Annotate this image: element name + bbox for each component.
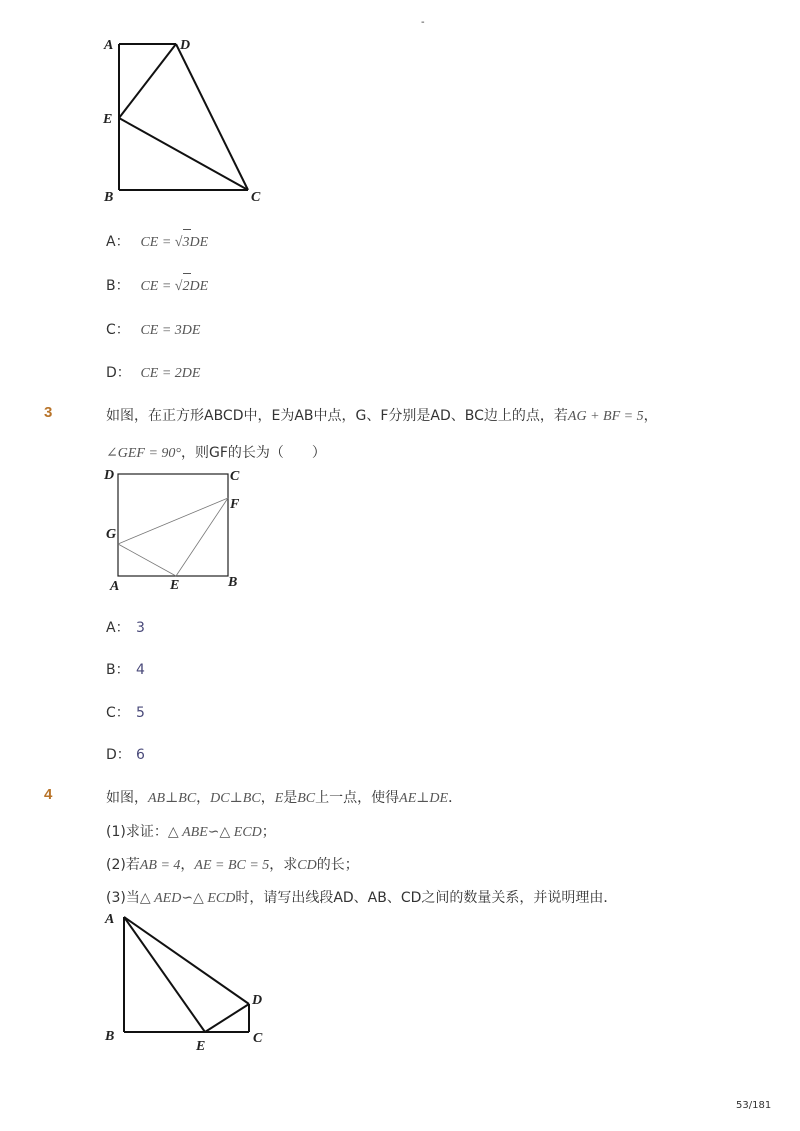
page-number: 53/181 [736,1100,772,1111]
choice-label: B： [106,662,130,678]
choice-value: 6 [136,747,145,763]
choice-value: CE = 2DE [140,366,201,381]
choice-label: C： [106,705,130,721]
q2-choice-a[interactable] [106,231,208,251]
q3-label-e: E [170,578,180,593]
header-mark: - [421,17,425,28]
q3-choice-c[interactable] [106,702,145,722]
choice-value: CE = √ 3DE [140,235,208,250]
q2-choice-b[interactable] [106,275,208,295]
q3-choice-a[interactable] [106,617,145,637]
q2-label-b: B [104,190,114,205]
q4-label-c: C [253,1031,263,1046]
q2-choice-d[interactable] [106,362,200,382]
choice-label: D： [106,747,131,763]
q3-number: 3 [44,404,53,421]
q4-part-1: (1)求证：△ ABE∽△ ECD； [106,824,276,840]
q4-number: 4 [44,786,53,803]
q4-label-b: B [105,1029,115,1044]
choice-label: A： [106,234,130,250]
q4-part-3: (3)当△ AED∽△ ECD时，请写出线段AD、AB、CD之间的数量关系，并说明理由． [106,890,618,906]
q2-label-a: A [104,38,114,53]
choice-label: D： [106,365,131,381]
q4-label-d: D [252,993,263,1008]
choice-value: CE = √ 2DE [140,279,208,294]
choice-value: 5 [136,705,145,721]
q4-part-2: (2)若AB = 4，AE = BC = 5，求CD的长； [106,857,359,873]
q4-label-a: A [105,912,115,927]
choice-label: A： [106,620,130,636]
q3-stem-line2: ∠GEF = 90°，则GF的长为（ ） [106,445,326,461]
q2-label-c: C [251,190,261,205]
choice-label: B： [106,278,130,294]
q3-label-g: G [106,527,117,542]
choice-label: C： [106,322,130,338]
q3-label-d: D [104,468,115,483]
q3-figure [100,462,250,594]
q2-label-d: D [180,38,191,53]
q2-figure [100,32,280,210]
q4-label-e: E [196,1039,206,1054]
q3-label-a: A [110,579,120,594]
q3-label-f: F [230,497,240,512]
q4-stem: 如图，AB⊥BC，DC⊥BC，E是BC上一点，使得AE⊥DE． [106,790,463,806]
q2-choice-c[interactable] [106,319,200,339]
q3-choice-d[interactable] [106,744,145,764]
q3-stem-line1: 如图，在正方形ABCD中，E为AB中点，G、F分别是AD、BC边上的点，若AG + BF = 5， [106,408,658,424]
q3-label-c: C [230,469,240,484]
q3-label-b: B [228,575,238,590]
choice-value: CE = 3DE [140,323,201,338]
q2-label-e: E [103,112,113,127]
q3-choice-b[interactable] [106,659,145,679]
choice-value: 3 [136,620,145,636]
q4-figure [100,907,275,1057]
choice-value: 4 [136,662,145,678]
